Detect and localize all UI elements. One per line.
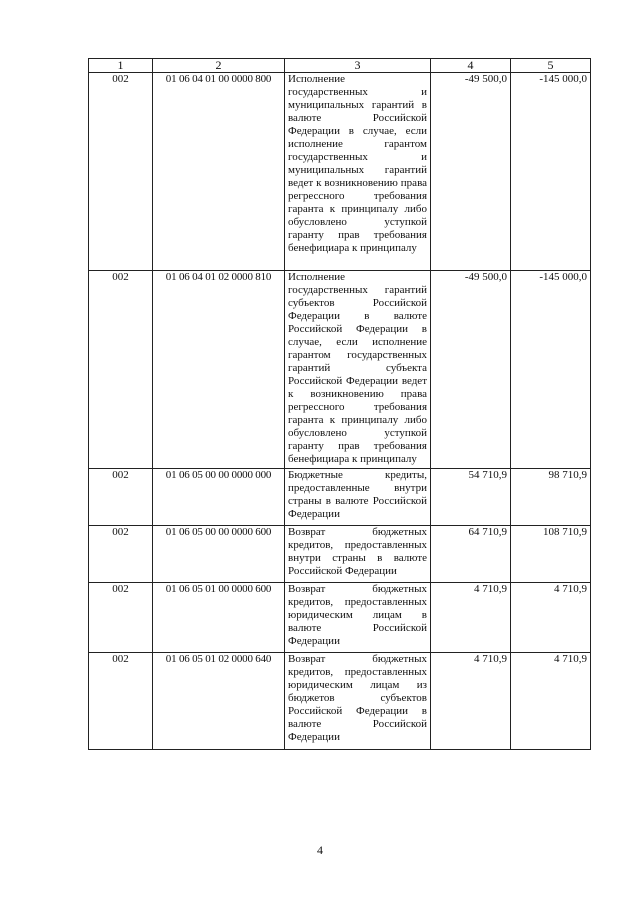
value-col4-cell: 54 710,9 <box>431 469 511 526</box>
budget-code-cell: 01 06 04 01 00 0000 800 <box>153 73 285 271</box>
admin-code-cell: 002 <box>89 73 153 271</box>
budget-sources-table <box>88 58 591 750</box>
page-number: 4 <box>317 843 323 857</box>
description-cell: Бюджетные кредиты, предоставленные внутри страны в валюте Российской Федерации <box>285 469 431 526</box>
header-col-5: 5 <box>511 59 591 73</box>
budget-code-cell: 01 06 05 01 02 0000 640 <box>153 653 285 750</box>
value-col4-cell: -49 500,0 <box>431 271 511 469</box>
description-cell: Возврат бюджетных кредитов, предоставленных юридическим лицам из бюджетов субъектов Российской Федерации в валюте Российской Федерации <box>285 653 431 750</box>
table-row <box>89 583 591 653</box>
table-header-row <box>89 59 591 73</box>
budget-code-cell: 01 06 05 00 00 0000 600 <box>153 526 285 583</box>
description-cell: Возврат бюджетных кредитов, предоставленных внутри страны в валюте Российской Федерации <box>285 526 431 583</box>
description-cell: Исполнение государственных и муниципальных гарантий в валюте Российской Федерации в случае, если исполнение гарантом государственных и муниципальных гарантий ведет к возникновению права регрессного требования гаранта к принципалу либо обусловлено уступкой гаранту прав требования бенефициара к принципалу <box>285 73 431 271</box>
value-col5-cell: -145 000,0 <box>511 271 591 469</box>
value-col5-cell: 98 710,9 <box>511 469 591 526</box>
admin-code-cell: 002 <box>89 271 153 469</box>
table-row <box>89 73 591 271</box>
table-row <box>89 526 591 583</box>
value-col4-cell: 4 710,9 <box>431 653 511 750</box>
header-col-4: 4 <box>431 59 511 73</box>
value-col5-cell: 108 710,9 <box>511 526 591 583</box>
budget-code-cell: 01 06 04 01 02 0000 810 <box>153 271 285 469</box>
value-col5-cell: 4 710,9 <box>511 583 591 653</box>
value-col4-cell: -49 500,0 <box>431 73 511 271</box>
budget-code-cell: 01 06 05 01 00 0000 600 <box>153 583 285 653</box>
header-col-2: 2 <box>153 59 285 73</box>
header-col-1: 1 <box>89 59 153 73</box>
value-col4-cell: 64 710,9 <box>431 526 511 583</box>
description-cell: Возврат бюджетных кредитов, предоставленных юридическим лицам в валюте Российской Федерации <box>285 583 431 653</box>
value-col4-cell: 4 710,9 <box>431 583 511 653</box>
header-col-3: 3 <box>285 59 431 73</box>
description-cell: Исполнение государственных гарантий субъектов Российской Федерации в валюте Российской Федерации в случае, если исполнение гарантом государственных гарантий субъекта Российской Федерации ведет к возникновению права регрессного требования гаранта к принципалу либо обусловлено уступкой гаранту прав требования бенефициара к принципалу <box>285 271 431 469</box>
admin-code-cell: 002 <box>89 526 153 583</box>
value-col5-cell: 4 710,9 <box>511 653 591 750</box>
table-row <box>89 469 591 526</box>
table-row <box>89 653 591 750</box>
table-row <box>89 271 591 469</box>
admin-code-cell: 002 <box>89 469 153 526</box>
budget-code-cell: 01 06 05 00 00 0000 000 <box>153 469 285 526</box>
value-col5-cell: -145 000,0 <box>511 73 591 271</box>
admin-code-cell: 002 <box>89 653 153 750</box>
admin-code-cell: 002 <box>89 583 153 653</box>
